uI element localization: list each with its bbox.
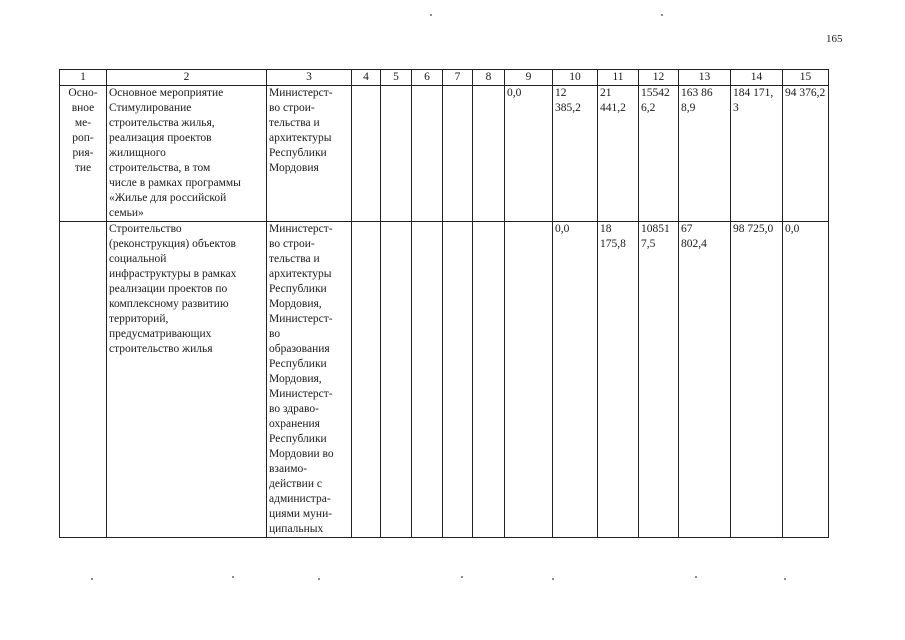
value-cell: 67 802,4 <box>679 222 731 538</box>
header-cell: 6 <box>412 70 443 86</box>
value-cell: 0,0 <box>553 222 598 538</box>
header-cell: 7 <box>443 70 473 86</box>
header-cell: 2 <box>107 70 267 86</box>
scan-speck <box>318 578 320 580</box>
measure-name-cell: Строительство (реконструкция) объектов социальной инфраструктуры в рамках реализации проектов по комплексному развитию территорий, предусматривающих строительство жилья <box>107 222 267 538</box>
value-cell: 21 441,2 <box>598 86 639 222</box>
value-cell <box>505 222 553 538</box>
table-row <box>60 86 829 222</box>
value-cell <box>473 222 505 538</box>
header-cell: 3 <box>267 70 352 86</box>
program-table <box>59 69 829 538</box>
value-cell: 18 175,8 <box>598 222 639 538</box>
type-cell <box>60 222 107 538</box>
header-cell: 13 <box>679 70 731 86</box>
executor-cell: Министерст- во строи- тельства и архитектуры Республики Мордовия <box>267 86 352 222</box>
header-cell: 15 <box>783 70 829 86</box>
value-cell: 10851 7,5 <box>639 222 679 538</box>
page-number: 165 <box>826 33 843 45</box>
type-cell: Осно- вное ме- роп- рия- тие <box>60 86 107 222</box>
header-cell: 1 <box>60 70 107 86</box>
header-cell: 5 <box>381 70 412 86</box>
scan-speck <box>430 14 432 16</box>
header-cell: 9 <box>505 70 553 86</box>
value-cell <box>381 86 412 222</box>
value-cell: 12 385,2 <box>553 86 598 222</box>
scan-speck <box>661 14 663 16</box>
scan-speck <box>461 576 463 578</box>
executor-cell: Министерст- во строи- тельства и архитектуры Республики Мордовия, Министерст- во образования Республики Мордовия, Министерст- во здраво- охранения Республики Мордовии во взаимо- действии с администра- циями муни- ципальных <box>267 222 352 538</box>
header-cell: 12 <box>639 70 679 86</box>
scan-speck <box>784 578 786 580</box>
header-cell: 4 <box>352 70 381 86</box>
value-cell <box>443 222 473 538</box>
header-cell: 11 <box>598 70 639 86</box>
value-cell: 94 376,2 <box>783 86 829 222</box>
scan-speck <box>91 578 93 580</box>
value-cell: 163 86 8,9 <box>679 86 731 222</box>
value-cell <box>443 86 473 222</box>
scan-speck <box>695 576 697 578</box>
value-cell <box>473 86 505 222</box>
table-row <box>60 222 829 538</box>
header-cell: 8 <box>473 70 505 86</box>
value-cell: 15542 6,2 <box>639 86 679 222</box>
value-cell: 0,0 <box>783 222 829 538</box>
value-cell: 0,0 <box>505 86 553 222</box>
measure-name-cell: Основное мероприятие Стимулирование строительства жилья, реализация проектов жилищного строительства, в том числе в рамках программы «Жилье для российской семьи» <box>107 86 267 222</box>
header-cell: 14 <box>731 70 783 86</box>
header-cell: 10 <box>553 70 598 86</box>
scan-speck <box>552 578 554 580</box>
value-cell <box>412 222 443 538</box>
scan-speck <box>232 576 234 578</box>
value-cell: 184 171, 3 <box>731 86 783 222</box>
value-cell <box>352 86 381 222</box>
header-row <box>60 70 829 86</box>
value-cell <box>412 86 443 222</box>
value-cell <box>381 222 412 538</box>
value-cell <box>352 222 381 538</box>
value-cell: 98 725,0 <box>731 222 783 538</box>
